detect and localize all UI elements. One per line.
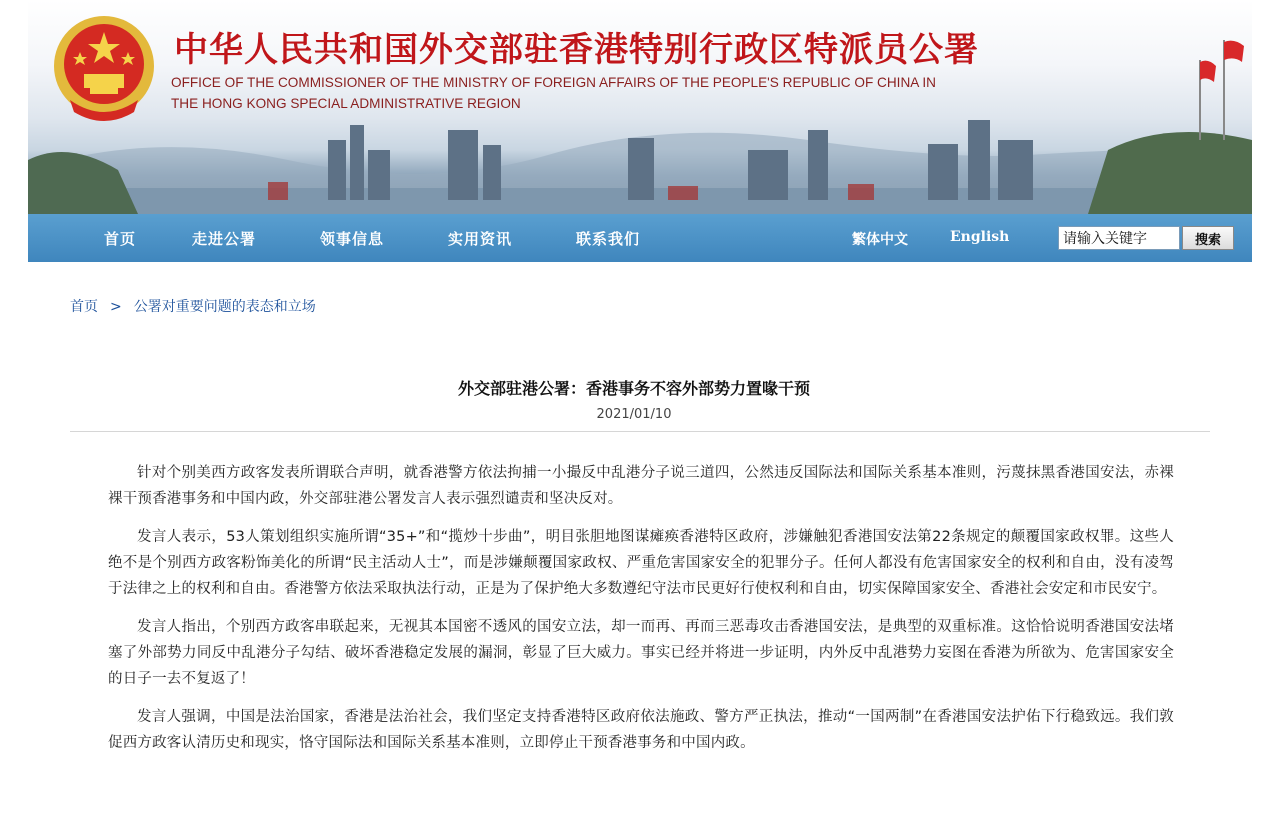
national-emblem-icon (50, 12, 158, 122)
site-title-en (171, 72, 936, 114)
site-title-en-line1: OFFICE OF THE COMMISSIONER OF THE MINISTRY OF FOREIGN AFFAIRS OF THE PEOPLE'S REPUBLIC OF CHINA IN (171, 75, 936, 90)
breadcrumb-home[interactable]: 首页 (70, 299, 98, 315)
breadcrumb-current[interactable]: 公署对重要问题的表态和立场 (133, 299, 316, 315)
breadcrumb-separator: > (110, 299, 122, 315)
article-title: 外交部驻港公署：香港事务不容外部势力置喙干预 (457, 379, 810, 398)
site-title-cn: 中华人民共和国外交部驻香港特别行政区特派员公署 (174, 30, 979, 70)
main-nav (28, 214, 1252, 262)
article-paragraph: 发言人指出，个别西方政客串联起来，无视其本国密不透风的国安立法，却一而再、再而三恶毒攻击香港国安法，是典型的双重标准。这恰恰说明香港国安法堵塞了外部势力同反中乱港分子勾结、破坏香港稳定发展的漏洞，彰显了巨大威力。事实已经并将进一步证明，内外反中乱港势力妄图在香港为所欲为、危害国家安全的日子一去不复返了！ (108, 619, 1174, 687)
lang-english-link[interactable]: English (950, 229, 1010, 245)
nav-item-consular[interactable]: 领事信息 (320, 230, 385, 248)
article-paragraph: 发言人表示，53人策划组织实施所谓“35+”和“揽炒十步曲”，明目张胆地图谋瘫痪香港特区政府，涉嫌触犯香港国安法第22条规定的颠覆国家政权罪。这些人绝不是个别西方政客粉饰美化的所谓“民主活动人士”，而是涉嫌颠覆国家政权、严重危害国家安全的犯罪分子。任何人都没有危害国家安全的权利和自由，没有凌驾于法律之上的权利和自由。香港警方依法采取执法行动，正是为了保护绝大多数遵纪守法市民更好行使权利和自由，切实保障国家安全、香港社会安定和市民安宁。 (108, 529, 1174, 597)
article-paragraph: 针对个别美西方政客发表所谓联合声明，就香港警方依法拘捕一小撮反中乱港分子说三道四，公然违反国际法和国际关系基本准则，污蔑抹黑香港国安法，赤裸裸干预香港事务和中国内政，外交部驻港公署发言人表示强烈谴责和坚决反对。 (108, 465, 1174, 507)
hong-kong-skyline-image (28, 100, 1252, 214)
header-banner (28, 0, 1252, 214)
nav-item-about[interactable]: 走进公署 (192, 230, 257, 248)
search-button[interactable]: 搜索 (1182, 226, 1234, 250)
nav-item-contact[interactable]: 联系我们 (576, 230, 641, 248)
nav-item-home[interactable]: 首页 (104, 230, 137, 248)
article-paragraph: 发言人强调，中国是法治国家，香港是法治社会，我们坚定支持香港特区政府依法施政、警方严正执法，推动“一国两制”在香港国安法护佑下行稳致远。我们敦促西方政客认清历史和现实，恪守国际法和国际关系基本准则，立即停止干预香港事务和中国内政。 (108, 709, 1174, 751)
article-body (108, 460, 1174, 768)
title-divider (70, 431, 1210, 432)
article-date: 2021/01/10 (596, 407, 672, 422)
nav-item-info[interactable]: 实用资讯 (448, 230, 513, 248)
search-input[interactable] (1058, 226, 1180, 250)
flags-icon (1178, 40, 1248, 140)
site-title-en-line2: THE HONG KONG SPECIAL ADMINISTRATIVE REGION (171, 96, 521, 111)
breadcrumb (70, 296, 316, 316)
lang-traditional-link[interactable]: 繁体中文 (852, 232, 908, 248)
